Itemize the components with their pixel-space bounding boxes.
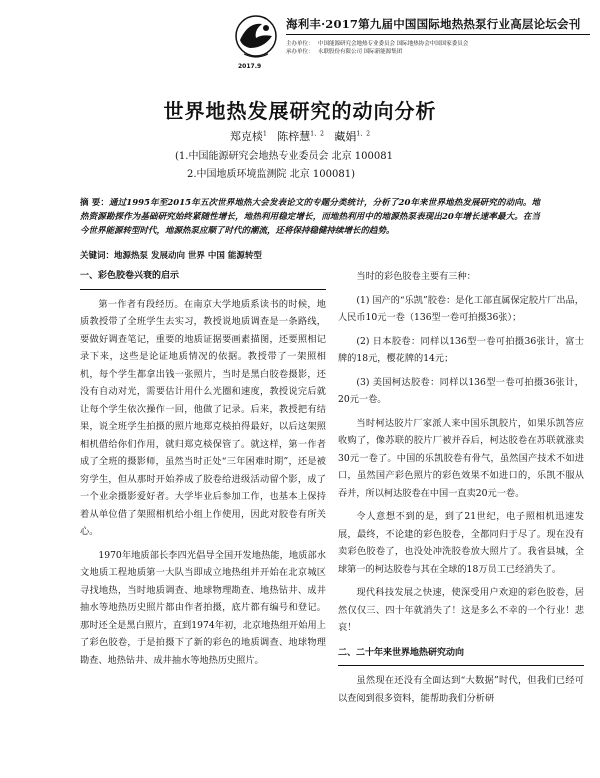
- paragraph: 当时的彩色胶卷主要有三种：: [356, 271, 476, 282]
- conference-title: 海利丰·2017第九届中国国际地热热泵行业高层论坛会刊: [286, 17, 581, 31]
- header-label: 承办单位：: [286, 49, 314, 55]
- left-column: [80, 268, 326, 675]
- header-year: 2017.9: [238, 63, 262, 70]
- list-item: (1) 国产的“乐凯”胶卷：是化工部直属保定胶片厂出品，人民币10元一卷（136型一卷可拍摄36张）；: [338, 294, 584, 323]
- paragraph: 虽然现在还没有全面达到“大数据”时代，但我们已经可以查阅到很多资料，能帮助我们分析研: [338, 675, 584, 704]
- paragraph: 现代科技发展之快速，使深受用户欢迎的彩色胶卷，居然仅仅三、四十年就消失了！这是多么不幸的一个行业！悲哀！: [338, 587, 584, 633]
- author-sup: 1: [262, 130, 267, 138]
- paragraph: 第一作者有段经历。在南京大学地质系读书的时候，地质教授带了全班学生去实习，教授说地质调查是一条路线，要做好调查笔记，重要的地质证据要画素描图，还要照相记录下来，这些是论证地质情况的依据。教授带了一架照相机，每个学生都拿出钱一张照片，当时是黑白胶卷摄影，还没有自动对光，需要估计用什么光圈和速度，教授说完后就让每个学生依次操作一回，他做了记录。后来，教授把有结果，说全班学生拍摄的照片地郑克棪拍得最好，以后这架照相机借给你们作用，就归郑克棪保管了。就这样，第一作者成了全班的摄影师，虽然当时正处“三年困难时期”，还是被穷学生，但从那时开始养成了胶卷给进级活动留个影，成了一个业余摄影爱好者。大学毕业后参加工作，也基本上保持着从单位借了架照相机给小组上作使用，因此对胶卷有所关心。: [80, 298, 326, 537]
- section-heading: 二、二十年来世界地热研究动向: [338, 645, 584, 667]
- right-column: [338, 268, 584, 713]
- header-value: 永联股份有限公司 国际新能源集团: [318, 49, 403, 55]
- abstract: [80, 196, 540, 238]
- keywords-label: 关键词：: [80, 251, 115, 261]
- affiliation: (1.中国能源研究会地热专业委员会 北京 100081: [175, 151, 393, 162]
- paragraph: 1970年地质部长李四光倡导全国开发地热能，地质部水文地质工程地质第一大队当即成立地热组并开始在北京城区寻找地热，当时地质调查、地球物理勘查、地热钻井、成井抽水等地热历史照片都由作者拍摄，底片都有编号和登记。那时还全是黑白照片，直到1974年初，北京地热组开始用上了彩色胶卷，于是拍摄下了新的彩色的地质调查、地球物理勘查、地热钻井、成井抽水等地热历史照片。: [80, 549, 326, 666]
- paper-title: 世界地热发展研究的动向分析: [163, 99, 437, 123]
- header-value: 中国能源研究会地热专业委员会 国际地热协会中国国家委员会: [318, 41, 469, 47]
- affiliations: [175, 148, 393, 184]
- keywords-text: 地源热泵 发展动向 世界 中国 能源转型: [114, 251, 262, 261]
- abstract-label: 摘 要：: [80, 198, 110, 208]
- conference-logo-icon: [232, 14, 280, 64]
- author-list: [0, 128, 600, 144]
- abstract-text: 通过1995年至2015年五次世界地热大会发表论文的专题分类统计，分析了20年来世界地热发展研究的动向。地热资源勘探作为基础研究始终紧随性增长，地热利用稳定增长，而地热利用中的地源热泵表现出20年增长速率最大。在当今世界能源转型时代，地源热泵应顺了时代的潮流，还将保持稳健持续增长的趋势。: [80, 198, 540, 236]
- author-sup: 1、2: [310, 130, 324, 138]
- list-item: (3) 美国柯达胶卷：同样以136型一卷可拍摄36张计，20元一卷。: [338, 376, 584, 405]
- list-item: (2) 日本胶卷：同样以136型一卷可拍摄36张计，富士牌的18元，樱花牌的14元；: [338, 335, 584, 364]
- conference-header: [230, 10, 590, 74]
- header-labels: [286, 40, 314, 56]
- keywords: [80, 249, 540, 261]
- author-name: 藏娟: [334, 130, 357, 143]
- header-label: 主办单位：: [286, 41, 314, 47]
- header-values: [318, 40, 468, 56]
- paragraph: 令人意想不到的是，到了21世纪，电子照相机迅速发展，最终，不论建的彩色胶卷，全都同归于尽了。现在没有卖彩色胶卷了，也没处冲洗胶卷放大照片了。我省县城，全球第一的柯达胶卷与其在全球的18万员工已经消失了。: [338, 511, 584, 575]
- paragraph: 当时柯达胶片厂家派人来中国乐凯胶片，如果乐凯答应收购了，像苏联的胶片厂被并吞后，柯达胶卷在苏联就涨卖30元一卷了。中国的乐凯胶卷有骨气，虽然国产技术不如进口，虽然国产彩色照片的彩色效果不如进口的，乐凯不服从吞并，所以柯达胶卷在中国一直卖20元一卷。: [338, 417, 584, 499]
- affiliation: 2.中国地质环境监测院 北京 100081): [187, 169, 355, 180]
- author-sup: 1、2: [356, 130, 371, 138]
- header-rule: [286, 34, 590, 35]
- author-name: 郑克棪: [229, 130, 263, 143]
- section-heading: 一、彩色胶卷兴衰的启示: [80, 268, 326, 290]
- author-name: 陈梓慧: [277, 130, 311, 143]
